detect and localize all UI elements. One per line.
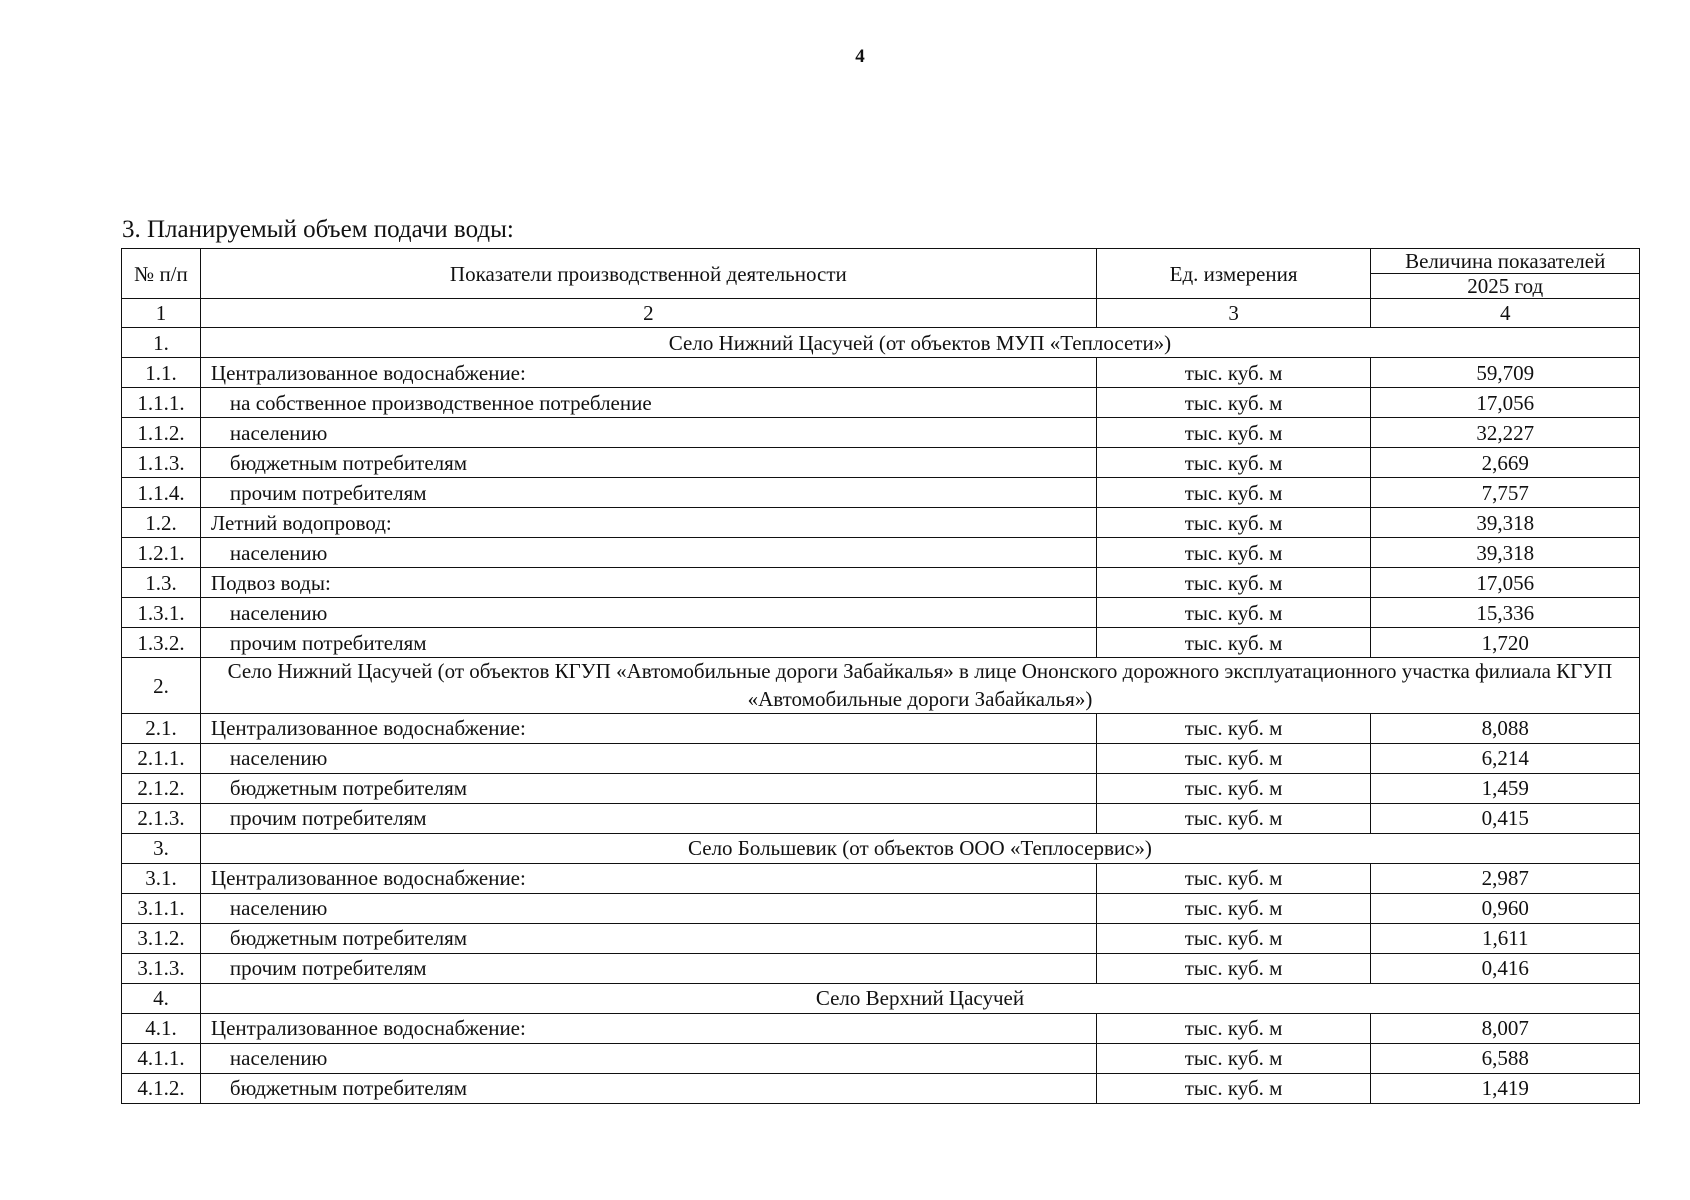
- row-indicator: прочим потребителям: [200, 478, 1096, 508]
- table-row: [122, 388, 1640, 418]
- row-unit: тыс. куб. м: [1096, 448, 1371, 478]
- row-number: 4.1.1.: [122, 1043, 201, 1073]
- table-row: [122, 358, 1640, 388]
- row-indicator: прочим потребителям: [200, 953, 1096, 983]
- row-value: 2,987: [1371, 863, 1640, 893]
- row-value: 17,056: [1371, 568, 1640, 598]
- row-indicator: населению: [200, 418, 1096, 448]
- row-value: 1,611: [1371, 923, 1640, 953]
- table-row: [122, 863, 1640, 893]
- column-numbers-row: [122, 299, 1640, 328]
- row-value: 8,088: [1371, 713, 1640, 743]
- row-unit: тыс. куб. м: [1096, 388, 1371, 418]
- column-number: 1: [122, 299, 201, 328]
- row-value: 1,720: [1371, 628, 1640, 658]
- section-title: 3. Планируемый объем подачи воды:: [122, 216, 514, 243]
- row-unit: тыс. куб. м: [1096, 893, 1371, 923]
- row-indicator: населению: [200, 538, 1096, 568]
- row-number: 1.1.3.: [122, 448, 201, 478]
- header-indicators: Показатели производственной деятельности: [200, 249, 1096, 299]
- table-row: [122, 923, 1640, 953]
- header-year: 2025 год: [1371, 274, 1640, 299]
- row-number: 1.3.2.: [122, 628, 201, 658]
- row-number: 2.1.1.: [122, 743, 201, 773]
- row-unit: тыс. куб. м: [1096, 1013, 1371, 1043]
- row-number: 3.1.2.: [122, 923, 201, 953]
- row-indicator: населению: [200, 893, 1096, 923]
- row-unit: тыс. куб. м: [1096, 713, 1371, 743]
- row-number: 4.1.2.: [122, 1073, 201, 1103]
- row-value: 0,415: [1371, 803, 1640, 833]
- row-indicator: бюджетным потребителям: [200, 773, 1096, 803]
- row-number: 3.1.1.: [122, 893, 201, 923]
- row-indicator: прочим потребителям: [200, 628, 1096, 658]
- row-value: 15,336: [1371, 598, 1640, 628]
- row-indicator: населению: [200, 598, 1096, 628]
- header-unit: Ед. измерения: [1096, 249, 1371, 299]
- table-row: [122, 743, 1640, 773]
- row-indicator: Летний водопровод:: [200, 508, 1096, 538]
- table-row: [122, 568, 1640, 598]
- row-value: 2,669: [1371, 448, 1640, 478]
- section-row: [122, 328, 1640, 358]
- row-number: 2.1.2.: [122, 773, 201, 803]
- row-unit: тыс. куб. м: [1096, 628, 1371, 658]
- table-row: [122, 1013, 1640, 1043]
- table-row: [122, 713, 1640, 743]
- row-value: 59,709: [1371, 358, 1640, 388]
- row-unit: тыс. куб. м: [1096, 598, 1371, 628]
- table-row: [122, 773, 1640, 803]
- row-indicator: Централизованное водоснабжение:: [200, 358, 1096, 388]
- page-number: 4: [855, 46, 865, 67]
- row-indicator: бюджетным потребителям: [200, 1073, 1096, 1103]
- row-value: 17,056: [1371, 388, 1640, 418]
- row-unit: тыс. куб. м: [1096, 478, 1371, 508]
- row-unit: тыс. куб. м: [1096, 773, 1371, 803]
- row-indicator: прочим потребителям: [200, 803, 1096, 833]
- section-title-cell: Село Нижний Цасучей (от объектов КГУП «Автомобильные дороги Забайкалья» в лице Ононского дорожного эксплуатационного участка филиала КГУП «Автомобильные дороги Забайкалья»): [200, 658, 1639, 714]
- table-row: [122, 1073, 1640, 1103]
- row-number: 1.3.: [122, 568, 201, 598]
- header-value-group: Величина показателей: [1371, 249, 1640, 274]
- section-row: [122, 833, 1640, 863]
- table-row: [122, 508, 1640, 538]
- row-value: 0,960: [1371, 893, 1640, 923]
- table-row: [122, 448, 1640, 478]
- section-number: 4.: [122, 983, 201, 1013]
- row-number: 1.1.4.: [122, 478, 201, 508]
- row-indicator: населению: [200, 743, 1096, 773]
- header-num: № п/п: [122, 249, 201, 299]
- row-indicator: бюджетным потребителям: [200, 448, 1096, 478]
- row-unit: тыс. куб. м: [1096, 418, 1371, 448]
- column-number: 3: [1096, 299, 1371, 328]
- row-number: 1.1.2.: [122, 418, 201, 448]
- row-indicator: Централизованное водоснабжение:: [200, 863, 1096, 893]
- table-row: [122, 803, 1640, 833]
- row-value: 8,007: [1371, 1013, 1640, 1043]
- row-unit: тыс. куб. м: [1096, 1043, 1371, 1073]
- row-indicator: Централизованное водоснабжение:: [200, 1013, 1096, 1043]
- row-number: 1.1.1.: [122, 388, 201, 418]
- row-value: 39,318: [1371, 508, 1640, 538]
- section-row: [122, 983, 1640, 1013]
- section-number: 1.: [122, 328, 201, 358]
- table-row: [122, 418, 1640, 448]
- row-value: 0,416: [1371, 953, 1640, 983]
- row-number: 4.1.: [122, 1013, 201, 1043]
- row-indicator: бюджетным потребителям: [200, 923, 1096, 953]
- row-indicator: населению: [200, 1043, 1096, 1073]
- table-body: [122, 328, 1640, 1104]
- row-value: 6,588: [1371, 1043, 1640, 1073]
- table-row: [122, 893, 1640, 923]
- row-value: 32,227: [1371, 418, 1640, 448]
- row-unit: тыс. куб. м: [1096, 743, 1371, 773]
- table-row: [122, 1043, 1640, 1073]
- column-number: 2: [200, 299, 1096, 328]
- row-unit: тыс. куб. м: [1096, 953, 1371, 983]
- row-number: 1.2.1.: [122, 538, 201, 568]
- row-unit: тыс. куб. м: [1096, 538, 1371, 568]
- section-number: 2.: [122, 658, 201, 714]
- section-title-cell: Село Нижний Цасучей (от объектов МУП «Теплосети»): [200, 328, 1639, 358]
- row-unit: тыс. куб. м: [1096, 863, 1371, 893]
- row-number: 3.1.3.: [122, 953, 201, 983]
- row-indicator: Подвоз воды:: [200, 568, 1096, 598]
- row-unit: тыс. куб. м: [1096, 358, 1371, 388]
- row-number: 2.1.: [122, 713, 201, 743]
- section-number: 3.: [122, 833, 201, 863]
- row-unit: тыс. куб. м: [1096, 1073, 1371, 1103]
- table-row: [122, 953, 1640, 983]
- row-unit: тыс. куб. м: [1096, 568, 1371, 598]
- row-value: 7,757: [1371, 478, 1640, 508]
- row-value: 6,214: [1371, 743, 1640, 773]
- section-title-cell: Село Большевик (от объектов ООО «Теплосервис»): [200, 833, 1639, 863]
- row-unit: тыс. куб. м: [1096, 508, 1371, 538]
- row-number: 3.1.: [122, 863, 201, 893]
- row-value: 39,318: [1371, 538, 1640, 568]
- row-indicator: Централизованное водоснабжение:: [200, 713, 1096, 743]
- row-number: 1.1.: [122, 358, 201, 388]
- table-row: [122, 628, 1640, 658]
- section-title-cell: Село Верхний Цасучей: [200, 983, 1639, 1013]
- indicators-table: [121, 248, 1640, 1104]
- table-row: [122, 598, 1640, 628]
- row-number: 2.1.3.: [122, 803, 201, 833]
- row-number: 1.2.: [122, 508, 201, 538]
- column-number: 4: [1371, 299, 1640, 328]
- row-unit: тыс. куб. м: [1096, 803, 1371, 833]
- row-value: 1,419: [1371, 1073, 1640, 1103]
- row-value: 1,459: [1371, 773, 1640, 803]
- row-unit: тыс. куб. м: [1096, 923, 1371, 953]
- table-header: [122, 249, 1640, 328]
- section-row: [122, 658, 1640, 714]
- table-row: [122, 478, 1640, 508]
- table-row: [122, 538, 1640, 568]
- row-indicator: на собственное производственное потребление: [200, 388, 1096, 418]
- row-number: 1.3.1.: [122, 598, 201, 628]
